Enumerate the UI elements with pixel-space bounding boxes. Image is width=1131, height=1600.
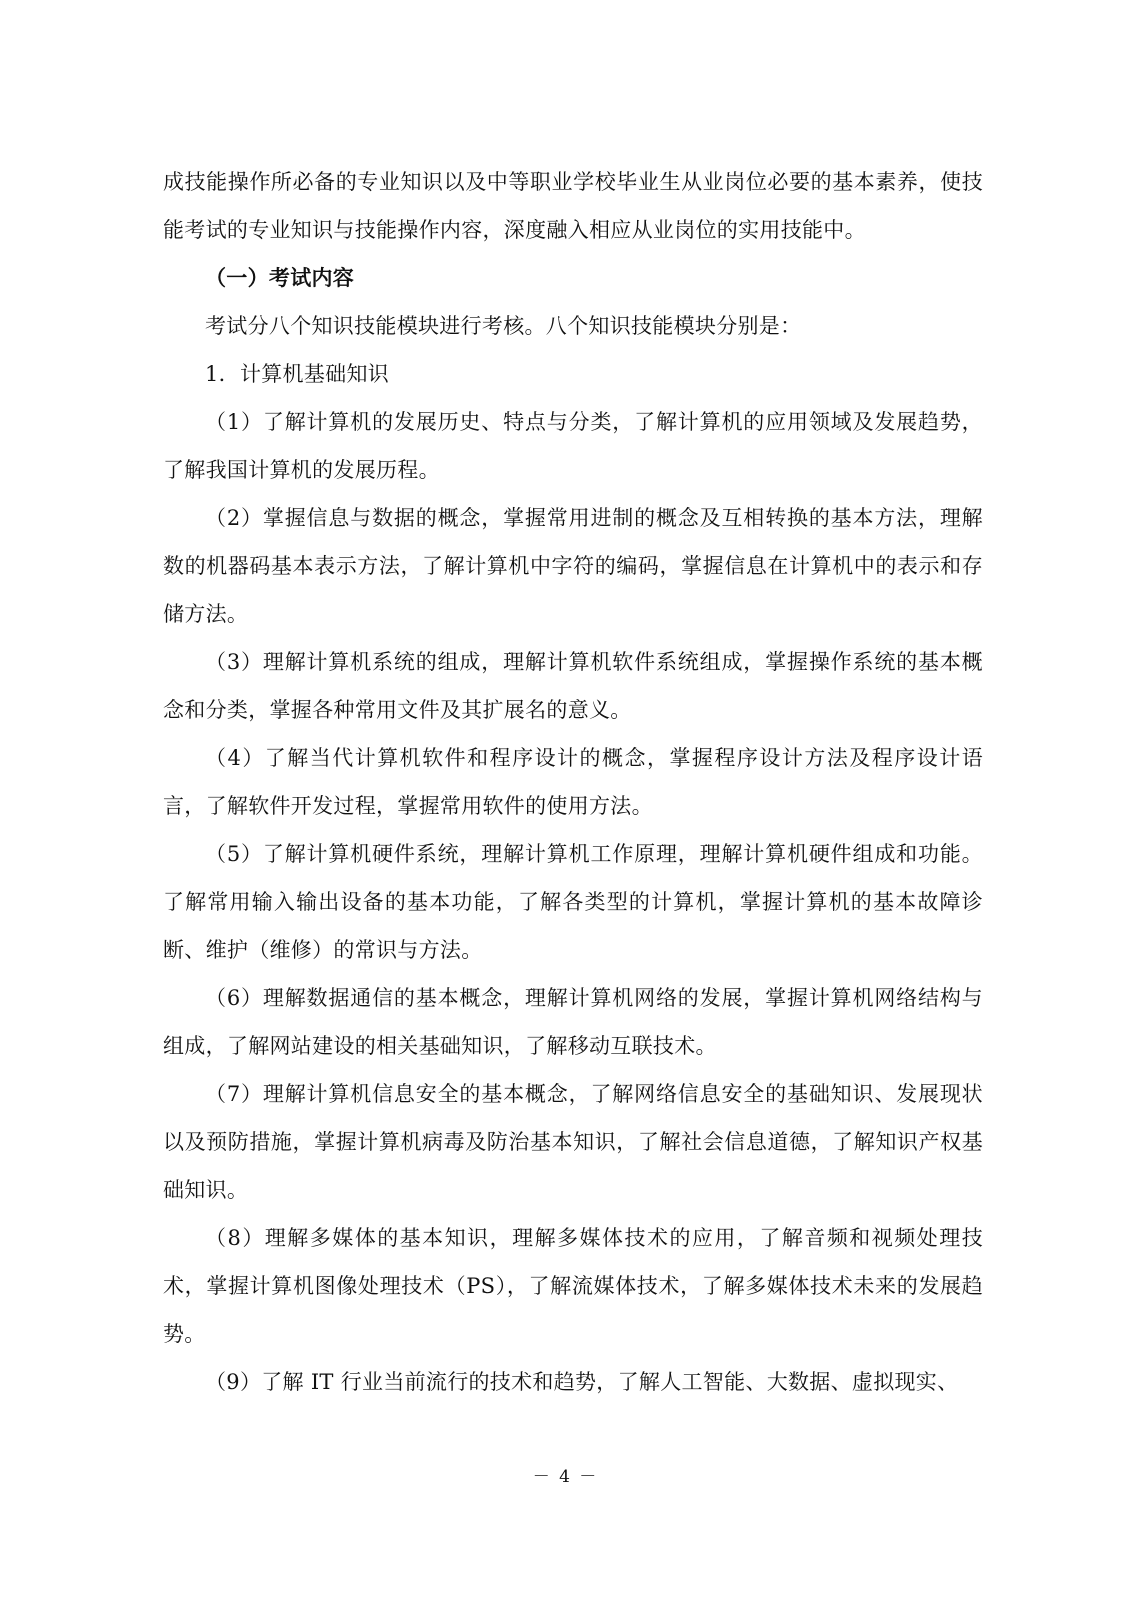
document-body xyxy=(163,158,983,1406)
paragraph-continuation: 成技能操作所必备的专业知识以及中等职业学校毕业生从业岗位必要的基本素养，使技能考试的专业知识与技能操作内容，深度融入相应从业岗位的实用技能中。 xyxy=(163,170,983,242)
subsection-heading: 1．计算机基础知识 xyxy=(205,362,390,386)
list-item-8: （8）理解多媒体的基本知识，理解多媒体技术的应用，了解音频和视频处理技术，掌握计算机图像处理技术（PS），了解流媒体技术，了解多媒体技术未来的发展趋势。 xyxy=(163,1226,983,1346)
section-heading: （一）考试内容 xyxy=(205,265,355,290)
list-item-3: （3）理解计算机系统的组成，理解计算机软件系统组成，掌握操作系统的基本概念和分类，掌握各种常用文件及其扩展名的意义。 xyxy=(163,650,983,722)
paragraph-intro: 考试分八个知识技能模块进行考核。八个知识技能模块分别是： xyxy=(205,314,802,338)
list-item-1: （1）了解计算机的发展历史、特点与分类，了解计算机的应用领域及发展趋势，了解我国计算机的发展历程。 xyxy=(163,410,983,482)
page-number: － 4 － xyxy=(532,1467,599,1487)
list-item-9: （9）了解 IT 行业当前流行的技术和趋势，了解人工智能、大数据、虚拟现实、 xyxy=(205,1370,959,1394)
list-item-4: （4）了解当代计算机软件和程序设计的概念，掌握程序设计方法及程序设计语言，了解软件开发过程，掌握常用软件的使用方法。 xyxy=(163,746,983,818)
list-item-7: （7）理解计算机信息安全的基本概念，了解网络信息安全的基础知识、发展现状以及预防措施，掌握计算机病毒及防治基本知识，了解社会信息道德，了解知识产权基础知识。 xyxy=(163,1082,983,1202)
list-item-6: （6）理解数据通信的基本概念，理解计算机网络的发展，掌握计算机网络结构与组成，了解网站建设的相关基础知识，了解移动互联技术。 xyxy=(163,986,983,1058)
list-item-5: （5）了解计算机硬件系统，理解计算机工作原理，理解计算机硬件组成和功能。了解常用输入输出设备的基本功能，了解各类型的计算机，掌握计算机的基本故障诊断、维护（维修）的常识与方法。 xyxy=(163,842,983,962)
list-item-2: （2）掌握信息与数据的概念，掌握常用进制的概念及互相转换的基本方法，理解数的机器码基本表示方法，了解计算机中字符的编码，掌握信息在计算机中的表示和存储方法。 xyxy=(163,506,983,626)
